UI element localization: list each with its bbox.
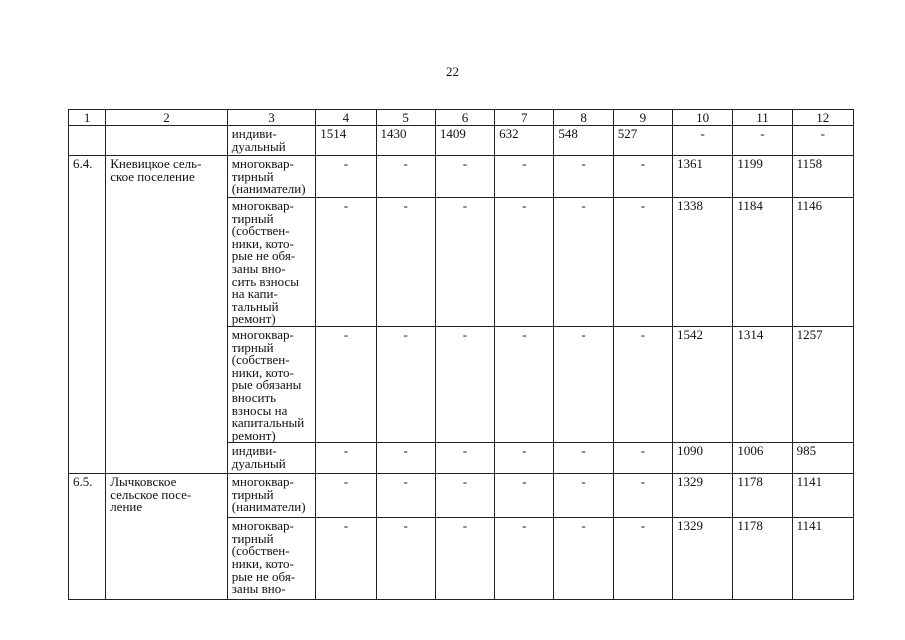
value-cell: 1006 [733, 443, 792, 474]
value-cell: - [316, 518, 376, 600]
value-cell: - [316, 443, 376, 474]
settlement-name-cell [106, 326, 228, 442]
settlement-name-cell [106, 443, 228, 474]
header-cell: 5 [376, 110, 435, 126]
value-cell: 1178 [733, 474, 792, 518]
housing-type-cell: индиви- дуальный [227, 443, 315, 474]
value-cell: - [316, 474, 376, 518]
settlement-name-cell: Лычковское сельское посе- ление [106, 474, 228, 518]
value-cell: - [554, 518, 613, 600]
value-cell: 1430 [376, 126, 435, 156]
value-cell: 1542 [673, 326, 733, 442]
value-cell: 1338 [673, 198, 733, 327]
value-cell: - [495, 326, 554, 442]
row-number-cell [69, 126, 106, 156]
value-cell: - [495, 156, 554, 198]
value-cell: 1199 [733, 156, 792, 198]
value-cell: - [495, 198, 554, 327]
value-cell: - [613, 326, 672, 442]
row-number-cell: 6.4. [69, 156, 106, 198]
value-cell: 1141 [792, 474, 853, 518]
value-cell: - [613, 156, 672, 198]
value-cell: - [435, 518, 494, 600]
header-cell: 12 [792, 110, 853, 126]
column-number-row [69, 110, 854, 126]
header-cell: 6 [435, 110, 494, 126]
value-cell: 1329 [673, 474, 733, 518]
value-cell: - [495, 518, 554, 600]
value-cell: - [554, 474, 613, 518]
value-cell: - [435, 474, 494, 518]
value-cell: - [435, 443, 494, 474]
header-cell: 10 [673, 110, 733, 126]
row-number-cell: 6.5. [69, 474, 106, 518]
header-cell: 3 [227, 110, 315, 126]
header-cell: 9 [613, 110, 672, 126]
table-row [69, 198, 854, 327]
value-cell: 548 [554, 126, 613, 156]
value-cell: 1184 [733, 198, 792, 327]
table-row [69, 156, 854, 198]
value-cell: 1158 [792, 156, 853, 198]
value-cell: - [316, 156, 376, 198]
tariff-table [68, 109, 854, 600]
value-cell: 527 [613, 126, 672, 156]
row-number-cell [69, 518, 106, 600]
value-cell: 1514 [316, 126, 376, 156]
header-cell: 4 [316, 110, 376, 126]
value-cell: - [554, 443, 613, 474]
value-cell: 1409 [435, 126, 494, 156]
settlement-name-cell [106, 198, 228, 327]
row-number-cell [69, 326, 106, 442]
value-cell: 1141 [792, 518, 853, 600]
table-row [69, 443, 854, 474]
value-cell: - [376, 326, 435, 442]
value-cell: 1314 [733, 326, 792, 442]
value-cell: - [495, 443, 554, 474]
value-cell: - [316, 198, 376, 327]
value-cell: - [376, 198, 435, 327]
value-cell: 1257 [792, 326, 853, 442]
value-cell: 1178 [733, 518, 792, 600]
table-row [69, 126, 854, 156]
value-cell: - [554, 156, 613, 198]
header-cell: 1 [69, 110, 106, 126]
housing-type-cell: многоквар- тирный (собствен- ники, кото- рые не обя- заны вно- сить взносы на капи- тальный ремонт) [227, 198, 315, 327]
value-cell: - [613, 518, 672, 600]
settlement-name-cell [106, 126, 228, 156]
value-cell: - [435, 198, 494, 327]
value-cell: - [495, 474, 554, 518]
value-cell: 1090 [673, 443, 733, 474]
housing-type-cell: многоквар- тирный (собствен- ники, кото- рые обязаны вносить взносы на капитальный ремонт) [227, 326, 315, 442]
housing-type-cell: многоквар- тирный (наниматели) [227, 474, 315, 518]
table-row [69, 474, 854, 518]
housing-type-cell: многоквар- тирный (наниматели) [227, 156, 315, 198]
value-cell: - [435, 156, 494, 198]
settlement-name-cell [106, 518, 228, 600]
value-cell: - [673, 126, 733, 156]
value-cell: - [376, 518, 435, 600]
value-cell: - [733, 126, 792, 156]
value-cell: - [435, 326, 494, 442]
settlement-name-cell: Кневицкое сель- ское поселение [106, 156, 228, 198]
value-cell: - [376, 156, 435, 198]
value-cell: 985 [792, 443, 853, 474]
page-number: 22 [446, 64, 459, 79]
value-cell: - [554, 198, 613, 327]
value-cell: 1361 [673, 156, 733, 198]
value-cell: - [316, 326, 376, 442]
housing-type-cell: многоквар- тирный (собствен- ники, кото- рые не обя- заны вно- [227, 518, 315, 600]
value-cell: 1146 [792, 198, 853, 327]
header-cell: 2 [106, 110, 228, 126]
row-number-cell [69, 198, 106, 327]
value-cell: 1329 [673, 518, 733, 600]
header-cell: 8 [554, 110, 613, 126]
row-number-cell [69, 443, 106, 474]
value-cell: - [554, 326, 613, 442]
value-cell: - [376, 443, 435, 474]
value-cell: - [613, 198, 672, 327]
value-cell: - [613, 443, 672, 474]
value-cell: - [792, 126, 853, 156]
header-cell: 7 [495, 110, 554, 126]
housing-type-cell: индиви- дуальный [227, 126, 315, 156]
value-cell: 632 [495, 126, 554, 156]
header-cell: 11 [733, 110, 792, 126]
table-row [69, 326, 854, 442]
table-row [69, 518, 854, 600]
value-cell: - [376, 474, 435, 518]
value-cell: - [613, 474, 672, 518]
